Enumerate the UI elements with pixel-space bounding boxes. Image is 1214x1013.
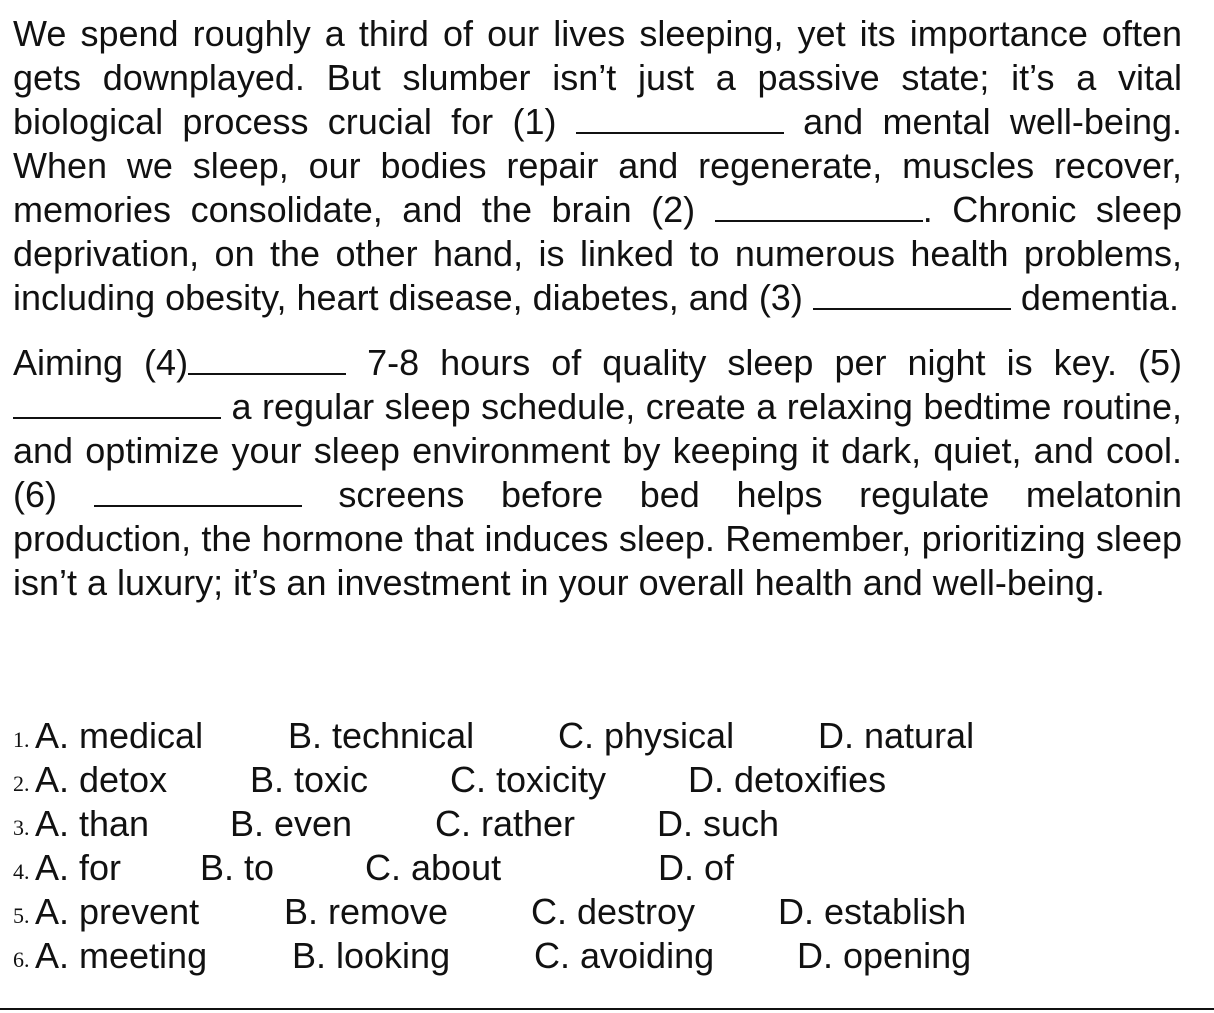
paragraph-2-text-b: 7-8 hours of quality sleep per night is key. (5) [367,342,1182,383]
option-d[interactable]: D. natural [818,715,975,756]
option-d[interactable]: D. such [657,803,780,844]
paragraph-1 [13,12,1182,320]
option-a[interactable]: A. for [35,847,122,888]
paragraph-1-text-c: . Chronic sleep deprivation, on the other hand, is linked to numerous health problems, including obesity, heart disease, diabetes, and (3) [13,189,1182,318]
option-c[interactable]: C. physical [558,715,735,756]
blank-4 [188,343,346,375]
option-b[interactable]: B. remove [284,891,449,932]
option-c[interactable]: C. rather [435,803,576,844]
blank-5 [13,387,221,419]
blank-6 [94,475,302,507]
option-b[interactable]: B. even [230,803,353,844]
question-number: 5. [13,903,30,928]
question-row-2 [13,758,1193,802]
blank-2 [715,190,923,222]
blank-3 [813,278,1011,310]
answer-options [13,714,1193,978]
paragraph-2-text-a: Aiming (4) [13,342,189,383]
option-a[interactable]: A. than [35,803,150,844]
option-c[interactable]: C. about [365,847,502,888]
option-c[interactable]: C. avoiding [534,935,715,976]
paragraph-2 [13,341,1182,605]
option-d[interactable]: D. of [658,847,735,888]
option-d[interactable]: D. detoxifies [688,759,887,800]
option-a[interactable]: A. detox [35,759,168,800]
question-row-5 [13,890,1193,934]
option-b[interactable]: B. to [200,847,275,888]
paragraph-2-text-d: screens before bed helps regulate melatonin production, the hormone that induces sleep. Remember, prioritizing sleep isn’t a luxury; it’s an investment in your overall health and well-being. [13,474,1182,603]
blank-1 [576,102,784,134]
question-number: 6. [13,947,30,972]
question-number: 4. [13,859,30,884]
option-b[interactable]: B. toxic [250,759,369,800]
option-a[interactable]: A. medical [35,715,204,756]
paragraph-1-text-a: We spend roughly a third of our lives sleeping, yet its importance often gets downplayed. But slumber isn’t just a passive state; it’s a vital biological process crucial for (1) [13,13,1182,142]
question-row-3 [13,802,1193,846]
option-b[interactable]: B. technical [288,715,475,756]
question-number: 1. [13,727,30,752]
question-row-1 [13,714,1193,758]
option-d[interactable]: D. opening [797,935,972,976]
question-number: 2. [13,771,30,796]
option-b[interactable]: B. looking [292,935,451,976]
paragraph-1-text-d: dementia. [1020,277,1179,318]
paragraph-1-text-b: and mental well-being. When we sleep, our bodies repair and regenerate, muscles recover, memories consolidate, and the brain (2) [13,101,1182,230]
option-c[interactable]: C. destroy [531,891,696,932]
question-row-4 [13,846,1193,890]
option-a[interactable]: A. prevent [35,891,200,932]
question-number: 3. [13,815,30,840]
question-row-6 [13,934,1193,978]
option-d[interactable]: D. establish [778,891,967,932]
passage [13,12,1182,605]
option-c[interactable]: C. toxicity [450,759,607,800]
paragraph-2-text-c: a regular sleep schedule, create a relaxing bedtime routine, and optimize your sleep environment by keeping it dark, quiet, and cool. (6) [13,386,1182,515]
bottom-divider [0,1008,1214,1010]
option-a[interactable]: A. meeting [35,935,208,976]
